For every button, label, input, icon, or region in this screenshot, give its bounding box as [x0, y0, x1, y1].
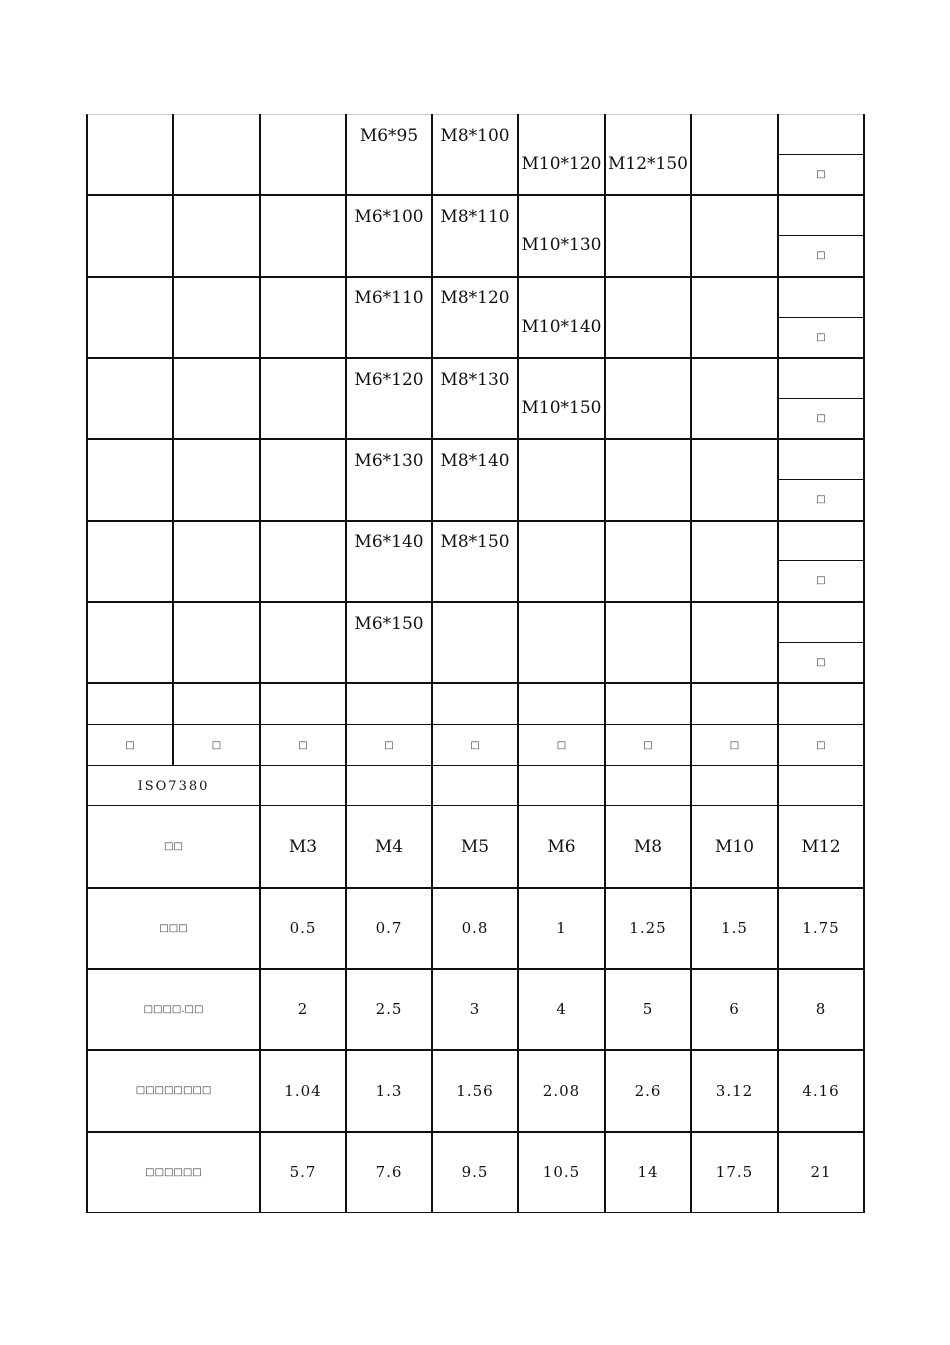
spec-size-header: M6: [547, 836, 576, 857]
glyph-cell: □: [298, 739, 308, 751]
mark-glyph: □: [816, 412, 826, 424]
size-label-m8: M8*140: [440, 451, 510, 471]
spec-size-header: M8: [633, 836, 663, 857]
spec-value: 2.08: [542, 1081, 581, 1100]
spec-value: 8: [815, 1000, 827, 1018]
size-label-m8: M8*100: [440, 125, 510, 146]
mark-glyph: □: [816, 331, 826, 343]
row-divider: [87, 682, 864, 684]
size-label-m10: [518, 541, 605, 602]
column-divider: [172, 114, 174, 766]
size-label-m6: M6*150: [354, 613, 424, 634]
spec-value: 0.7: [375, 919, 403, 937]
spec-value: 10.5: [542, 1163, 581, 1181]
spec-value: 2: [297, 1000, 309, 1018]
spec-value: 3: [469, 1000, 481, 1018]
spec-size-header: M4: [374, 836, 404, 857]
size-label-m8: M8*120: [440, 288, 510, 309]
size-label-m10: M10*140: [521, 316, 602, 337]
mark-glyph: □: [816, 494, 826, 506]
glyph-cell: □: [729, 739, 740, 751]
spec-value: 3.12: [715, 1081, 754, 1100]
standard-label: ISO7380: [137, 778, 210, 794]
spec-value: 1.5: [721, 919, 748, 937]
spec-value: 17.5: [715, 1163, 754, 1181]
spec-row-label: □□□□.□□: [143, 1003, 204, 1015]
spec-value: 1.3: [375, 1081, 403, 1100]
size-label-m8: M8*130: [440, 369, 510, 390]
size-label-m8: M8*110: [440, 207, 510, 228]
mark-glyph: □: [816, 168, 826, 180]
spec-size-header: M3: [288, 836, 318, 857]
spec-size-header: M5: [460, 836, 490, 857]
spec-row-label: □□□□□□□□: [135, 1085, 212, 1096]
spec-value: 9.5: [461, 1163, 489, 1181]
glyph-cell: □: [384, 739, 394, 751]
mark-glyph: □: [816, 250, 826, 262]
mark-glyph: □: [816, 575, 826, 587]
size-label-m6: M6*130: [354, 451, 424, 471]
spec-value: 1.25: [629, 919, 667, 937]
size-label-m12: [605, 378, 691, 439]
mark-glyph: □: [816, 656, 826, 668]
size-label-m6: M6*140: [354, 532, 424, 553]
spec-value: 2.6: [634, 1081, 662, 1100]
spec-row-label: □□□□□□: [145, 1166, 202, 1178]
spec-value: 6: [729, 1000, 740, 1018]
size-label-m6: M6*95: [359, 125, 419, 146]
spec-value: 7.6: [375, 1163, 403, 1181]
size-label-m6: M6*120: [354, 369, 424, 390]
spec-value: 2.5: [375, 1000, 403, 1018]
glyph-cell: □: [643, 739, 653, 751]
glyph-cell: □: [556, 739, 567, 751]
spec-value: 0.8: [461, 919, 489, 937]
glyph-cell: □: [816, 739, 826, 751]
size-label-m6: M6*110: [354, 288, 424, 309]
size-label-m12: [605, 622, 691, 683]
spec-row-label: □□□: [159, 922, 188, 934]
spec-value: 21: [810, 1163, 832, 1181]
spec-value: 1: [556, 919, 567, 937]
spec-value: 14: [637, 1163, 659, 1181]
spec-value: 1.56: [456, 1081, 494, 1100]
spec-header-label: □□: [164, 841, 183, 852]
spec-value: 5.7: [289, 1163, 317, 1181]
size-label-m10: [518, 459, 605, 520]
size-label-m10: M10*120: [521, 154, 602, 175]
size-label-m12: M12*150: [608, 154, 688, 175]
size-label-m6: M6*100: [354, 207, 424, 228]
size-label-m12: [605, 297, 691, 358]
size-label-m8: [432, 602, 518, 647]
size-label-m10: [518, 622, 605, 683]
spec-value: 1.04: [284, 1081, 322, 1100]
spec-value: 0.5: [289, 919, 317, 937]
size-label-m12: [605, 215, 691, 276]
size-label-m12: [605, 541, 691, 602]
spec-value: 1.75: [802, 919, 840, 937]
glyph-cell: □: [211, 739, 222, 751]
glyph-cell: □: [125, 739, 135, 751]
size-label-m8: M8*150: [440, 532, 510, 553]
spec-value: 4.16: [802, 1081, 840, 1100]
size-label-m10: M10*150: [521, 398, 602, 419]
size-label-m10: M10*130: [521, 235, 602, 256]
glyph-cell: □: [470, 739, 480, 751]
size-label-m12: [605, 459, 691, 520]
spec-value: 5: [642, 1000, 654, 1018]
spec-value: 4: [556, 1000, 567, 1018]
spec-size-header: M10: [714, 836, 755, 857]
spec-size-header: M12: [801, 836, 841, 857]
